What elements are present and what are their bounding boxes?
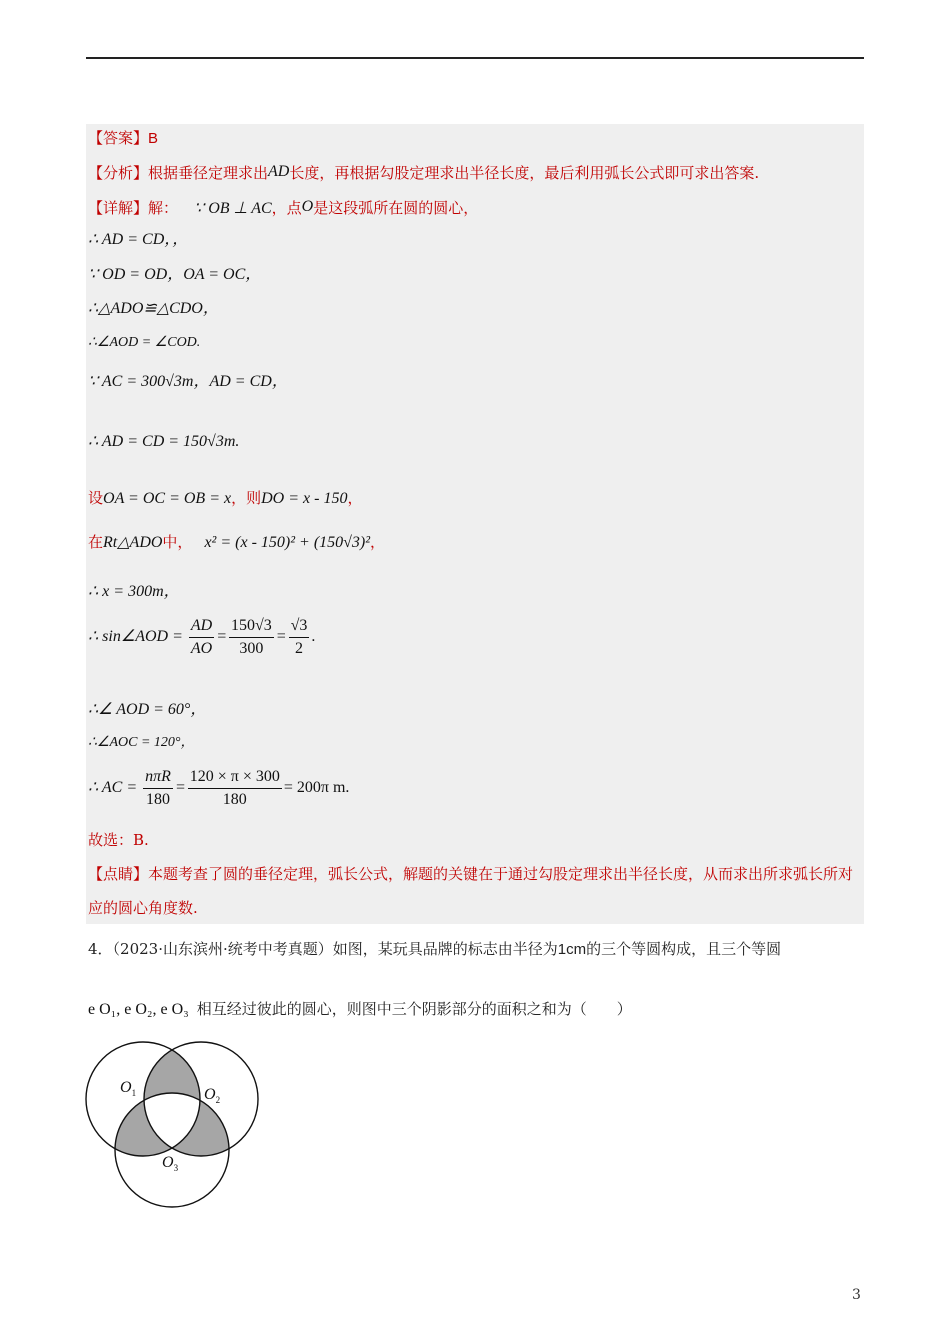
arc-den-2: 180	[222, 791, 247, 808]
arc-result: = 200π m	[283, 779, 346, 797]
sin-den-1: AO	[190, 640, 213, 657]
answer-value: B	[148, 130, 159, 147]
set-line	[88, 488, 362, 509]
step-4: ∴∠AOD = ∠COD.	[88, 335, 201, 350]
sin-frac-1	[189, 615, 214, 660]
three-circles-figure	[84, 1015, 274, 1215]
detail-o: O	[301, 198, 314, 215]
detail-line	[88, 197, 478, 219]
angle-2: ∴∠AOC = 120°，	[88, 735, 195, 750]
analysis-text-2: 长度，再根据勾股定理求出半径长度，最后利用弧长公式即可求出答案.	[289, 164, 760, 182]
arc-frac-2	[188, 766, 282, 811]
choice-line: 故选：B.	[88, 831, 149, 849]
sin-den-2: 300	[239, 640, 264, 657]
analysis-text-1: 根据垂径定理求出	[148, 164, 269, 182]
question-unit: 1cm	[557, 941, 587, 958]
answer-line	[88, 128, 158, 149]
step-6: ∴ AD = CD = 150√3m.	[88, 433, 240, 450]
sin-prefix: ∴ sin∠AOD =	[88, 628, 183, 646]
sin-frac-2	[229, 615, 274, 660]
arc-num-1: nπR	[143, 766, 173, 789]
question-text-3: 相互经过彼此的圆心，则图中三个阴影部分的面积之和为（ ）	[196, 1000, 632, 1018]
comment-block	[88, 857, 858, 925]
step-3: ∴△ADO≌△CDO，	[88, 300, 219, 317]
set-math: OA = OC = OB = x	[103, 490, 232, 507]
rt-eq: x² = (x - 150)² + (150√3)²	[204, 534, 371, 551]
analysis-ad: AD	[268, 163, 290, 180]
sin-den-3: 2	[294, 640, 303, 657]
question-line-1	[88, 938, 781, 959]
set-mid: ，则	[231, 489, 262, 507]
label-o1: $O_1$	[120, 1079, 137, 1098]
sin-num-3: √3	[289, 615, 310, 638]
step-5: ∵ AC = 300√3m，AD = CD，	[88, 373, 288, 390]
rt-math: Rt△ADO	[103, 534, 163, 551]
rt-end: ，	[370, 533, 386, 551]
detail-label: 【详解】	[88, 199, 149, 217]
top-rule	[86, 57, 864, 59]
analysis-label: 【分析】	[88, 164, 149, 182]
analysis-line	[88, 162, 759, 183]
arc-frac-1	[143, 766, 173, 811]
question-number: 4．	[88, 940, 113, 958]
set-prefix: 设	[88, 489, 104, 507]
page-number: 3	[852, 1287, 861, 1303]
answer-label: 【答案】	[88, 129, 149, 147]
question-circles: e O₁, e O₂, e O₃	[88, 1001, 189, 1018]
detail-text-1: 解：	[148, 199, 179, 217]
label-o2: $O_2$	[204, 1086, 221, 1105]
comment-text: 本题考查了圆的垂径定理，弧长公式，解题的关键在于通过勾股定理求出半径长度，从而求出所求弧长所对应的圆心角度数.	[88, 865, 854, 917]
step-2: ∵ OD = OD，OA = OC，	[88, 266, 262, 283]
detail-text-3: 是这段弧所在圆的圆心，	[313, 199, 479, 217]
sin-frac-3	[289, 615, 310, 660]
question-text-2: 的三个等圆构成，且三个等圆	[586, 940, 782, 958]
rt-prefix: 在	[88, 533, 104, 551]
step-1: ∴ AD = CD，，	[88, 231, 189, 248]
label-o3: $O_3$	[162, 1154, 179, 1173]
comment-label: 【点睛】	[88, 865, 149, 883]
arc-prefix: ∴ AC =	[88, 779, 138, 797]
detail-math-1: ∵ OB ⊥ AC	[194, 200, 272, 217]
arc-num-2: 120 × π × 300	[188, 766, 282, 789]
angle-1: ∴∠ AOD = 60°，	[88, 701, 207, 718]
sin-num-1: AD	[189, 615, 214, 638]
arc-den-1: 180	[146, 791, 171, 808]
question-text-1: （2023·山东滨州·统考中考真题）如图，某玩具品牌的标志由半径为	[112, 940, 558, 958]
sin-num-2: 150√3	[229, 615, 274, 638]
set-math-2: DO = x - 150	[261, 490, 348, 507]
sin-line: ∴ sin∠AOD = $\frac{AD}{AO}$ = $\frac{150√3}{300}$ = $\frac{√3}{2}$ .	[88, 615, 315, 660]
rt-mid: 中，	[162, 533, 193, 551]
rt-line	[88, 532, 385, 553]
detail-text-2: ，点	[271, 199, 302, 217]
x-step: ∴ x = 300m，	[88, 583, 180, 600]
set-end: ，	[347, 489, 363, 507]
arc-line: ∴ AC = $\frac{\text{nπR}}{180}$ = $\frac{120 \times \pi \times 300}{180}$ = 200π m.	[88, 766, 349, 811]
